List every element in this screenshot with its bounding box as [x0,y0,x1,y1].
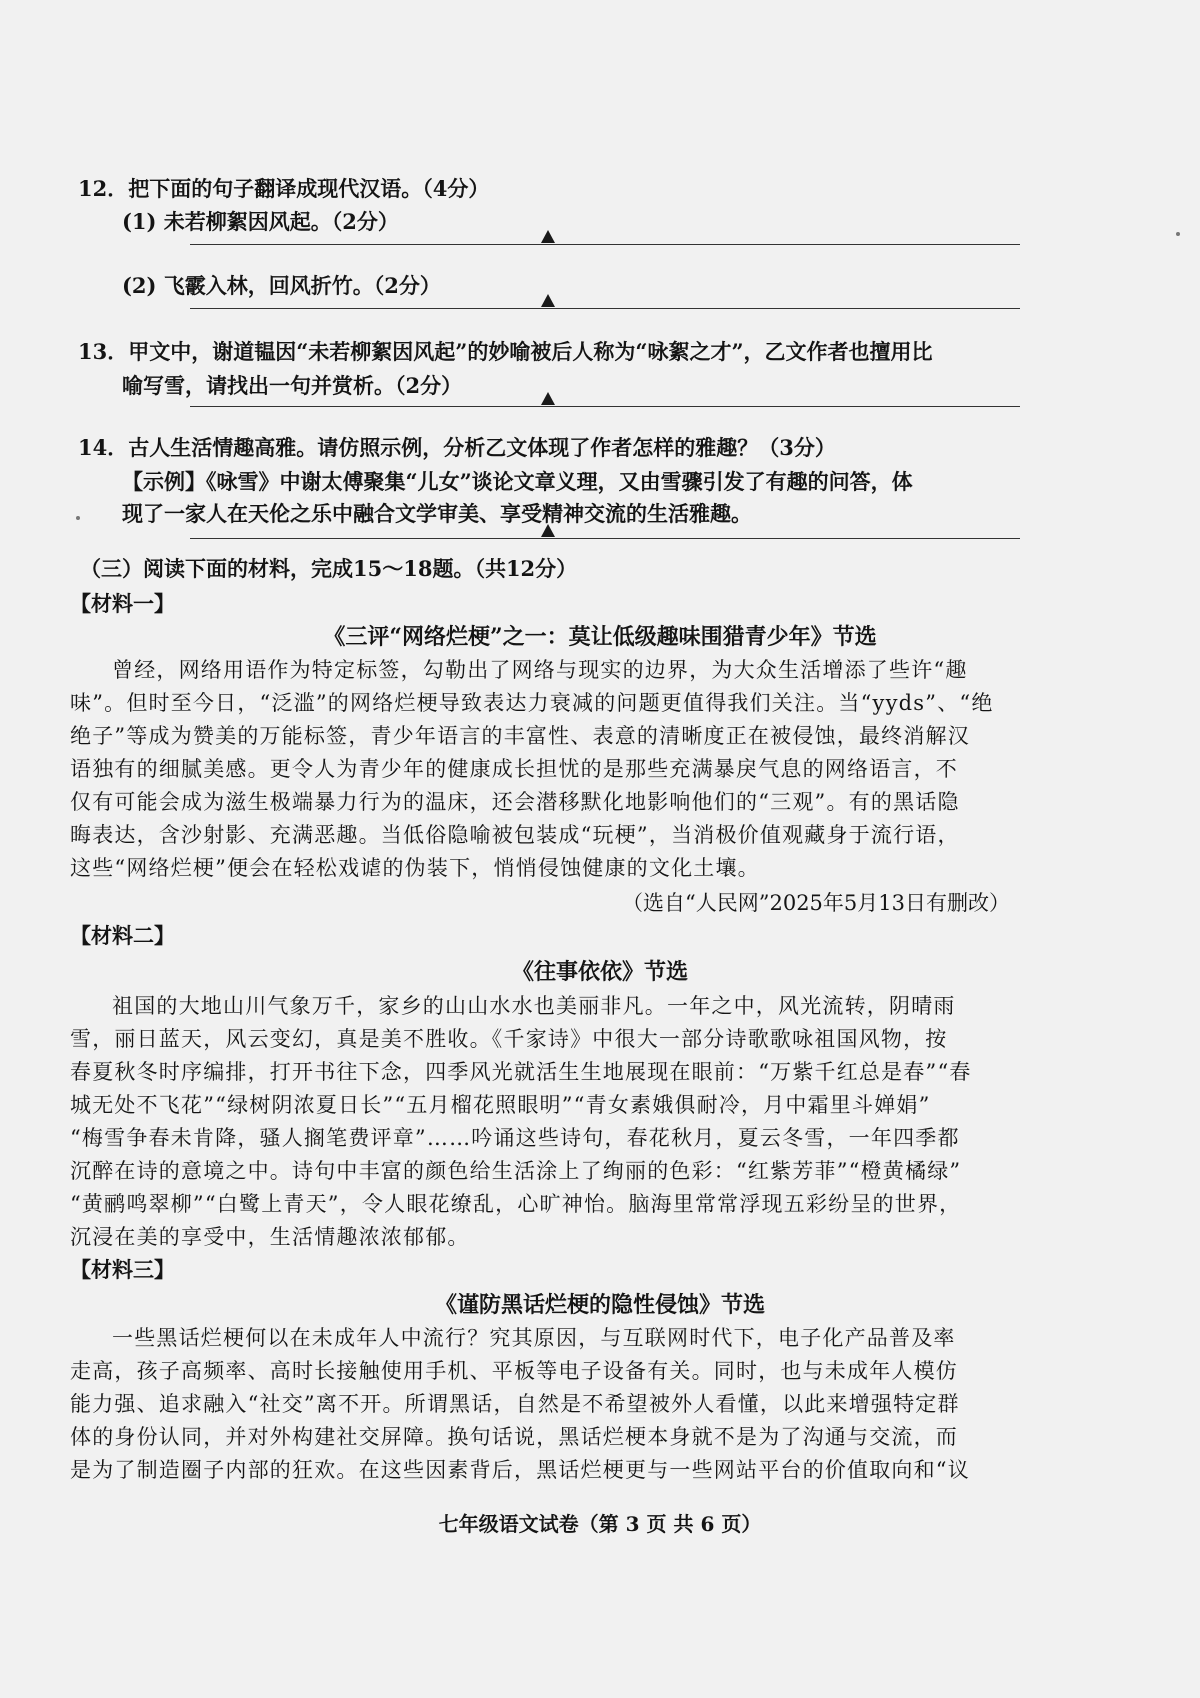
material3-line-4: 体的身份认同，并对外构建社交屏障。换句话说，黑话烂梗本身就不是为了沟通与交流，而 [70,1425,958,1449]
material1-line-4: 语独有的细腻美感。更令人为青少年的健康成长担忧的是那些充满暴戾气息的网络语言，不 [70,757,958,781]
material1-title: 《三评“网络烂梗”之一：莫让低级趣味围猎青少年》节选 [323,624,877,650]
material2-title: 《往事依依》节选 [511,959,688,985]
q12-stem: 12．把下面的句子翻译成现代汉语。（4分） [78,176,490,201]
material2-line-6: 沉醉在诗的意境之中。诗句中丰富的颜色给生活涂上了绚丽的色彩：“红紫芳菲”“橙黄橘绿” [70,1159,962,1183]
q13-line2: 喻写雪，请找出一句并赏析。（2分） [122,373,463,398]
material2-line-7: “黄鹂鸣翠柳”“白鹭上青天”，令人眼花缭乱，心旷神怡。脑海里常常浮现五彩纷呈的世界， [70,1192,962,1216]
q12-sub2: (2) 飞霰入林，回风折竹。（2分） [122,273,441,298]
answer-triangle-icon [541,524,555,537]
section3-heading: （三）阅读下面的材料，完成15～18题。（共12分） [80,556,578,581]
scan-speck [76,516,80,520]
material3-line-1: 一些黑话烂梗何以在未成年人中流行？究其原因，与互联网时代下，电子化产品普及率 [112,1326,956,1350]
q12-sub1: (1) 未若柳絮因风起。（2分） [122,209,399,234]
material1-line-5: 仅有可能会成为滋生极端暴力行为的温床，还会潜移默化地影响他们的“三观”。有的黑话隐 [70,790,960,814]
material2-line-1: 祖国的大地山川气象万千，家乡的山山水水也美丽非凡。一年之中，风光流转，阴晴雨 [112,994,956,1018]
q13-line1: 13．甲文中，谢道韫因“未若柳絮因风起”的妙喻被后人称为“咏絮之才”，乙文作者也擅用比 [78,339,933,364]
material3-line-3: 能力强、追求融入“社交”离不开。所谓黑话，自然是不希望被外人看懂，以此来增强特定群 [70,1392,960,1416]
page-footer: 七年级语文试卷（第 3 页 共 6 页） [438,1512,762,1536]
material1-line-1: 曾经，网络用语作为特定标签，勾勒出了网络与现实的边界，为大众生活增添了些许“趣 [112,658,968,682]
scan-speck [1176,232,1180,236]
answer-triangle-icon [541,294,555,307]
material2-line-3: 春夏秋冬时序编排，打开书往下念，四季风光就活生生地展现在眼前：“万紫千红总是春”“春 [70,1060,972,1084]
material1-source: （选自“人民网”2025年5月13日有删改） [622,891,1010,915]
material2-line-2: 雪，丽日蓝天，风云变幻，真是美不胜收。《千家诗》中很大一部分诗歌歌咏祖国风物，按 [70,1027,948,1051]
material2-line-4: 城无处不飞花”“绿树阴浓夏日长”“五月榴花照眼明”“青女素娥俱耐冷，月中霜里斗婵娟” [70,1093,931,1117]
material2-line-8: 沉浸在美的享受中，生活情趣浓浓郁郁。 [70,1225,470,1249]
q14-example-line2: 现了一家人在天伦之乐中融合文学审美、享受精神交流的生活雅趣。 [122,501,752,526]
material2-line-5: “梅雪争春未肯降，骚人搁笔费评章”……吟诵这些诗句，春花秋月，夏云冬雪，一年四季都 [70,1126,960,1150]
material3-line-5: 是为了制造圈子内部的狂欢。在这些因素背后，黑话烂梗更与一些网站平台的价值取向和“议 [70,1458,970,1482]
answer-line-q12-1[interactable] [190,244,1020,245]
material3-title: 《谨防黑话烂梗的隐性侵蚀》节选 [434,1292,765,1318]
material1-line-3: 绝子”等成为赞美的万能标签，青少年语言的丰富性、表意的清晰度正在被侵蚀，最终消解汉 [70,724,970,748]
answer-triangle-icon [541,392,555,405]
material3-label: 【材料三】 [70,1257,175,1282]
answer-triangle-icon [541,230,555,243]
q14-example-line1: 【示例】《咏雪》中谢太傅聚集“儿女”谈论文章义理，又由雪骤引发了有趣的问答，体 [122,469,913,494]
answer-line-q14[interactable] [190,538,1020,539]
material3-line-2: 走高，孩子高频率、高时长接触使用手机、平板等电子设备有关。同时，也与未成年人模仿 [70,1359,958,1383]
material2-label: 【材料二】 [70,923,175,948]
q14-line1: 14．古人生活情趣高雅。请仿照示例，分析乙文体现了作者怎样的雅趣？（3分） [78,435,836,460]
material1-line-2: 味”。但时至今日，“泛滥”的网络烂梗导致表达力衰减的问题更值得我们关注。当“yyds”、“绝 [70,691,994,715]
answer-line-q12-2[interactable] [190,308,1020,309]
material1-line-6: 晦表达，含沙射影、充满恶趣。当低俗隐喻被包装成“玩梗”，当消极价值观藏身于流行语， [70,823,960,847]
material1-label: 【材料一】 [70,591,175,616]
material1-line-7: 这些“网络烂梗”便会在轻松戏谑的伪装下，悄悄侵蚀健康的文化土壤。 [70,856,760,880]
answer-line-q13[interactable] [190,406,1020,407]
